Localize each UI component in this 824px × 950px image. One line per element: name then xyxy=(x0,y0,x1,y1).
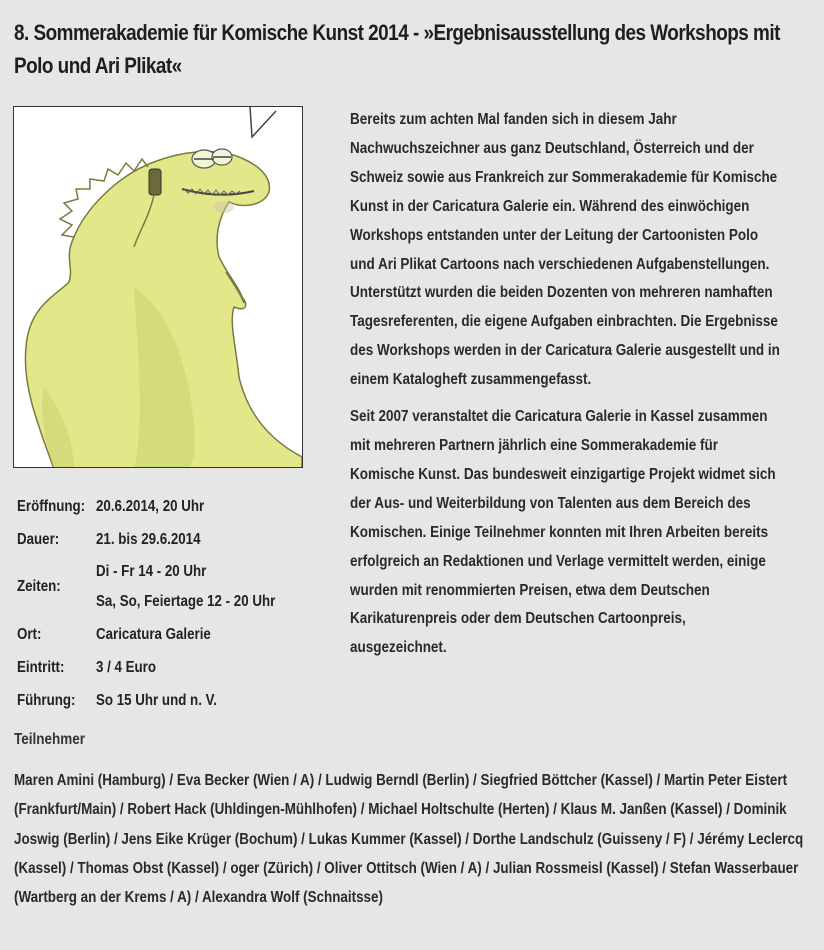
phone-icon xyxy=(149,169,161,195)
info-value: 3 / 4 Euro xyxy=(96,658,157,676)
info-label: Zeiten: xyxy=(17,578,61,595)
dinosaur-drawing xyxy=(14,107,303,468)
exhibition-info-table xyxy=(17,490,305,717)
info-label: Eintritt: xyxy=(17,658,65,676)
info-value: So 15 Uhr und n. V. xyxy=(96,691,218,709)
info-label: Ort: xyxy=(17,625,42,643)
info-row-opening xyxy=(17,490,305,523)
info-label: Dauer: xyxy=(17,530,60,548)
info-value: 21. bis 29.6.2014 xyxy=(96,530,201,548)
info-label: Eröffnung: xyxy=(17,497,86,515)
participants-list: Maren Amini (Hamburg) / Eva Becker (Wien / A) / Ludwig Berndl (Berlin) / Siegfried Böttcher (Kassel) / Martin Peter Eistert (Frankfurt/Main) / Robert Hack (Uhldingen-Mühlhofen) / Michael Holtschulte (Herten) / Klaus M. Janßen (Kassel) / Dominik Joswig (Berlin) / Jens Eike Krüger (Bochum) / Lukas Kummer (Kassel) / Dorthe Landschulz (Guisseny / F) / Jérémy Leclercq (Kassel) / Thomas Obst (Kassel) / oger (Zürich) / Oliver Ottitsch (Wien / A) / Julian Rossmeisl (Kassel) / Stefan Wasserbauer (Wartberg an der Krems / A) / Alexandra Wolf (Schnaitsse) xyxy=(14,772,804,907)
article-description xyxy=(350,106,785,671)
info-row-tour xyxy=(17,684,305,717)
article-paragraph: Seit 2007 veranstaltet die Caricatura Galerie in Kassel zusammen mit mehreren Partnern jährlich eine Sommerakademie für Komische Kunst. Das bundesweit einzigartige Projekt widmet sich der Aus- und Weiterbildung von Talenten aus dem Bereich des Komischen. Einige Teilnehmer konnten mit Ihren Arbeiten bereits erfolgreich an Redaktionen und Verlage vermittelt werden, einige wurden mit renommierten Preisen, etwa dem Deutschen Karikaturenpreis oder dem Deutschen Cartoonpreis, ausgezeichnet. xyxy=(350,408,776,657)
participants-heading: Teilnehmer xyxy=(14,731,85,748)
info-value: Sa, So, Feiertage 12 - 20 Uhr xyxy=(96,593,276,610)
info-value: Caricatura Galerie xyxy=(96,625,212,643)
info-label: Führung: xyxy=(17,691,76,709)
info-row-duration xyxy=(17,523,305,556)
article-paragraph: Bereits zum achten Mal fanden sich in diesem Jahr Nachwuchszeichner aus ganz Deutschland, Österreich und der Schweiz sowie aus Frankreich zur Sommerakademie für Komische Kunst in der Caricatura Galerie ein. Während des einwöchigen Workshops entstanden unter der Leitung der Cartoonisten Polo und Ari Plikat Cartoons nach verschiedenen Aufgabenstellungen. Unterstützt wurden die beiden Dozenten von mehreren namhaften Tagesreferenten, die eigene Aufgaben einbrachten. Die Ergebnisse des Workshops werden in der Caricatura Galerie ausgestellt und in einem Katalogheft zusammengefasst. xyxy=(350,111,780,389)
info-row-times xyxy=(17,556,305,618)
speech-bubble-tail xyxy=(250,107,276,137)
info-value: 20.6.2014, 20 Uhr xyxy=(96,497,205,515)
info-row-place xyxy=(17,618,305,651)
article-title: 8. Sommerakademie für Komische Kunst 2014 - »Ergebnisausstellung des Workshops mit Polo und Ari Plikat« xyxy=(14,20,780,78)
info-row-entry xyxy=(17,651,305,684)
cartoon-image xyxy=(13,106,303,468)
info-value: Di - Fr 14 - 20 Uhr xyxy=(96,563,207,580)
